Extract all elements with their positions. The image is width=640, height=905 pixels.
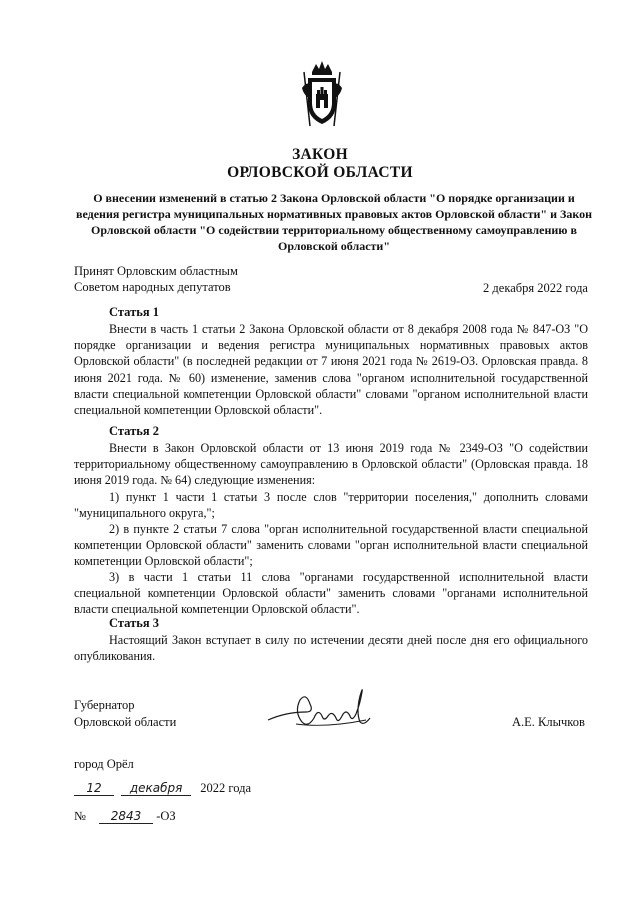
article-1-paragraph: Внести в часть 1 статьи 2 Закона Орловской области от 8 декабря 2008 года № 847-ОЗ "О порядке организации и ведения регистра муниципальных нормативных правовых актов Орловской области" (в последней редакции от 7 июня 2021 года № 2619-ОЗ. Орловская правда. 8 июня 2021 года. № 60) изменение, заменив слова "органом исполнительной государственной власти специальной компетенции Орловской области" словами "органом исполнительной власти специальной компетенции Орловской области". — [74, 322, 588, 418]
signing-city: город Орёл — [74, 757, 134, 771]
signature-image — [266, 682, 386, 732]
number-sign: № — [74, 809, 86, 823]
adoption-line-2: Советом народных депутатов — [74, 280, 231, 294]
signing-year: 2022 года — [200, 781, 251, 795]
document-title: ЗАКОН — [292, 146, 348, 163]
signing-day: 12 — [74, 781, 114, 796]
law-number — [74, 809, 274, 824]
signing-date — [74, 781, 374, 801]
signatory-title — [74, 697, 176, 731]
signatory-name: А.Е. Клычков — [512, 715, 585, 729]
number-suffix: -ОЗ — [156, 809, 176, 823]
signatory-line-2: Орловской области — [74, 715, 177, 729]
number-value: 2843 — [99, 809, 153, 824]
adoption-line-1: Принят Орловским областным — [74, 264, 238, 278]
signing-month: декабря — [121, 781, 191, 796]
signatory-line-1: Губернатор — [74, 698, 135, 712]
article-2-item-2: 2) в пункте 2 статьи 7 слова "орган исполнительной государственной власти специальной компетенции Орловской области" заменить словами "орган исполнительной власти специальной компетенции Орловской области"; — [74, 522, 588, 569]
article-3-paragraph: Настоящий Закон вступает в силу по истечении десяти дней после дня его официального опубликования. — [74, 633, 588, 664]
law-subject: О внесении изменений в статью 2 Закона Орловской области "О порядке организации и ведения регистра муниципальных нормативных правовых актов Орловской области" и Закон Орловской области "О содействии территориальному общественному самоуправлению в Орловской области" — [75, 191, 593, 253]
document-region-title: ОРЛОВСКОЙ ОБЛАСТИ — [227, 164, 413, 181]
article-2-title: Статья 2 — [109, 424, 159, 438]
article-2-item-1: 1) пункт 1 части 1 статьи 3 после слов "территории поселения," дополнить словами "муниципального округа,"; — [74, 490, 588, 521]
article-2-item-3: 3) в части 1 статьи 11 слова "органами государственной исполнительной власти специальной компетенции Орловской области" заменить словами "органами исполнительной власти специальной компетенции Орловской области". — [74, 570, 588, 617]
article-1-title: Статья 1 — [109, 305, 159, 319]
article-3-title: Статья 3 — [109, 616, 159, 630]
adoption-date: 2 декабря 2022 года — [483, 281, 588, 295]
adoption-block — [74, 263, 238, 295]
coat-of-arms-icon — [298, 58, 346, 130]
article-2-paragraph: Внести в Закон Орловской области от 13 июня 2019 года № 2349-ОЗ "О содействии территориальному общественному самоуправлению в Орловской области" (Орловская правда. 18 июня 2019 года. № 64) следующие изменения: — [74, 441, 588, 488]
